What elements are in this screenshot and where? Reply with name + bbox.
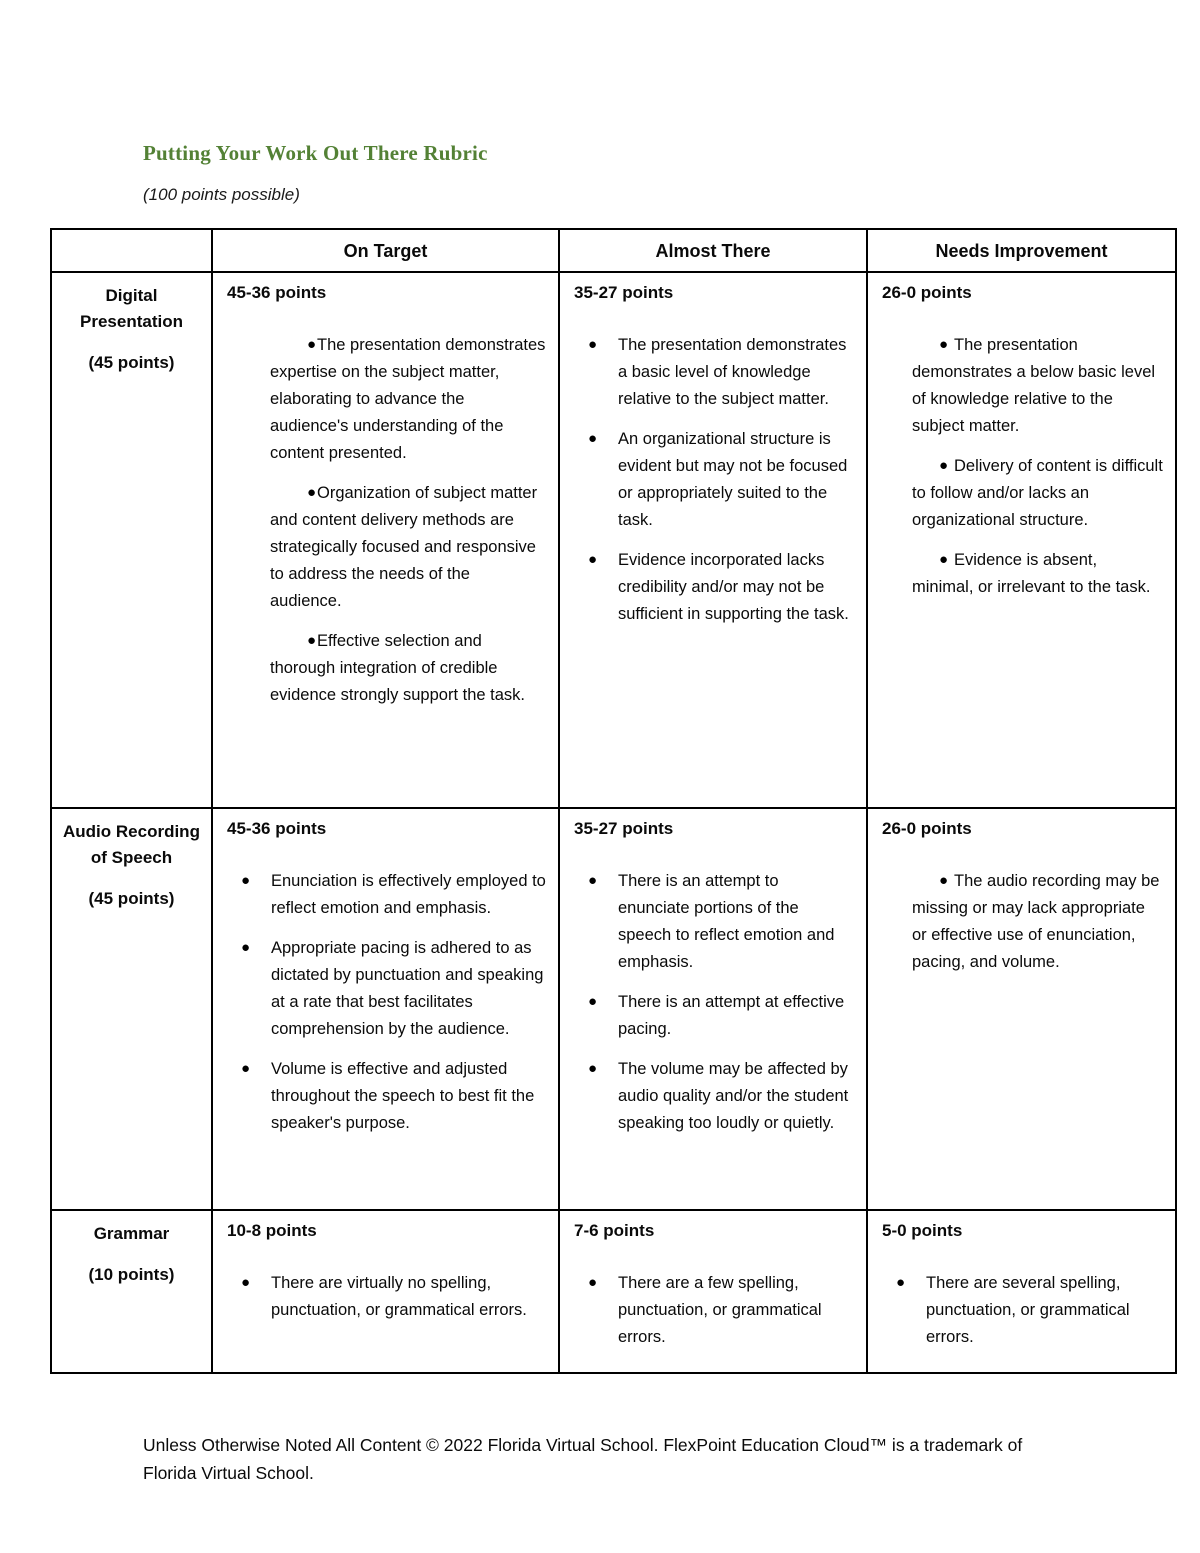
criterion-points: (10 points)	[88, 1265, 175, 1284]
criterion-name: Digital Presentation	[80, 286, 183, 331]
points-range: 10-8 points	[227, 1221, 317, 1240]
bullet-list	[588, 332, 854, 628]
bullet-item: ● An organizational structure is evident but may not be focused or appropriately suited to the task.	[588, 426, 854, 534]
bullet-item: ● There is an attempt to enunciate portions of the speech to reflect emotion and emphasis.	[588, 868, 854, 976]
rubric-cell	[559, 1210, 867, 1373]
bullet-item: ● The presentation demonstrates a below basic level of knowledge relative to the subject matter.	[897, 332, 1163, 440]
bullet-item: ● Volume is effective and adjusted throughout the speech to best fit the speaker's purpose.	[241, 1056, 546, 1137]
rubric-cell	[212, 272, 559, 808]
rubric-row	[51, 272, 1176, 808]
criterion-cell	[51, 272, 212, 808]
criterion-points: (45 points)	[88, 889, 175, 908]
points-range: 26-0 points	[882, 819, 972, 838]
rubric-cell	[212, 808, 559, 1210]
points-possible-note: (100 points possible)	[143, 185, 300, 204]
rubric-cell	[559, 808, 867, 1210]
bullet-item: ● There are a few spelling, punctuation, or grammatical errors.	[588, 1270, 854, 1351]
bullet-item: ● Enunciation is effectively employed to reflect emotion and emphasis.	[241, 868, 546, 922]
bullet-list	[897, 868, 1163, 976]
criterion-cell	[51, 1210, 212, 1373]
page-title: Putting Your Work Out There Rubric	[143, 141, 488, 165]
bullet-item: ● There are several spelling, punctuation, or grammatical errors.	[896, 1270, 1163, 1351]
bullet-item: ● Organization of subject matter and content delivery methods are strategically focused and responsive to address the needs of the audience.	[260, 480, 546, 615]
corner-cell	[51, 229, 212, 272]
bullet-item: ● Appropriate pacing is adhered to as dictated by punctuation and speaking at a rate that best facilitates comprehension by the audience.	[241, 935, 546, 1043]
bullet-item: ● Evidence incorporated lacks credibility and/or may not be sufficient in supporting the task.	[588, 547, 854, 628]
points-range: 7-6 points	[574, 1221, 655, 1240]
bullet-item: ● The presentation demonstrates a basic level of knowledge relative to the subject matter.	[588, 332, 854, 413]
bullet-list	[588, 868, 854, 1137]
bullet-list	[896, 1270, 1163, 1351]
points-range: 35-27 points	[574, 819, 674, 838]
criterion-cell	[51, 808, 212, 1210]
bullet-list	[260, 332, 546, 709]
bullet-list	[241, 1270, 546, 1324]
column-header-needs-improvement: Needs Improvement	[867, 229, 1176, 272]
bullet-item: ● Delivery of content is difficult to follow and/or lacks an organizational structure.	[897, 453, 1163, 534]
criterion-name: Grammar	[93, 1224, 170, 1243]
bullet-list	[588, 1270, 854, 1351]
bullet-item: ● The audio recording may be missing or may lack appropriate or effective use of enunciation, pacing, and volume.	[897, 868, 1163, 976]
column-header-almost-there: Almost There	[559, 229, 867, 272]
copyright-footer: Unless Otherwise Noted All Content © 2022 Florida Virtual School. FlexPoint Education Cloud™ is a trademark of Florida Virtual School.	[143, 1435, 1023, 1483]
bullet-item: ● The presentation demonstrates expertise on the subject matter, elaborating to advance the audience's understanding of the content presented.	[260, 332, 546, 467]
bullet-item: ● The volume may be affected by audio quality and/or the student speaking too loudly or quietly.	[588, 1056, 854, 1137]
rubric-cell	[212, 1210, 559, 1373]
points-range: 26-0 points	[882, 283, 972, 302]
bullet-list	[897, 332, 1163, 601]
bullet-item: ● Effective selection and thorough integration of credible evidence strongly support the task.	[260, 628, 546, 709]
criterion-points: (45 points)	[88, 353, 175, 372]
bullet-item: ● Evidence is absent, minimal, or irrelevant to the task.	[897, 547, 1163, 601]
rubric-cell	[867, 1210, 1176, 1373]
bullet-list	[241, 868, 546, 1137]
rubric-row	[51, 808, 1176, 1210]
bullet-item: ● There is an attempt at effective pacing.	[588, 989, 854, 1043]
rubric-row	[51, 1210, 1176, 1373]
criterion-name: Audio Recording of Speech	[63, 822, 200, 867]
rubric-cell	[559, 272, 867, 808]
points-range: 45-36 points	[227, 283, 327, 302]
column-header-on-target: On Target	[212, 229, 559, 272]
points-range: 45-36 points	[227, 819, 327, 838]
rubric-cell	[867, 808, 1176, 1210]
points-range: 35-27 points	[574, 283, 674, 302]
rubric-table	[50, 228, 1177, 1374]
bullet-item: ● There are virtually no spelling, punctuation, or grammatical errors.	[241, 1270, 546, 1324]
rubric-body	[51, 272, 1176, 1373]
header-row	[51, 229, 1176, 272]
rubric-cell	[867, 272, 1176, 808]
points-range: 5-0 points	[882, 1221, 963, 1240]
